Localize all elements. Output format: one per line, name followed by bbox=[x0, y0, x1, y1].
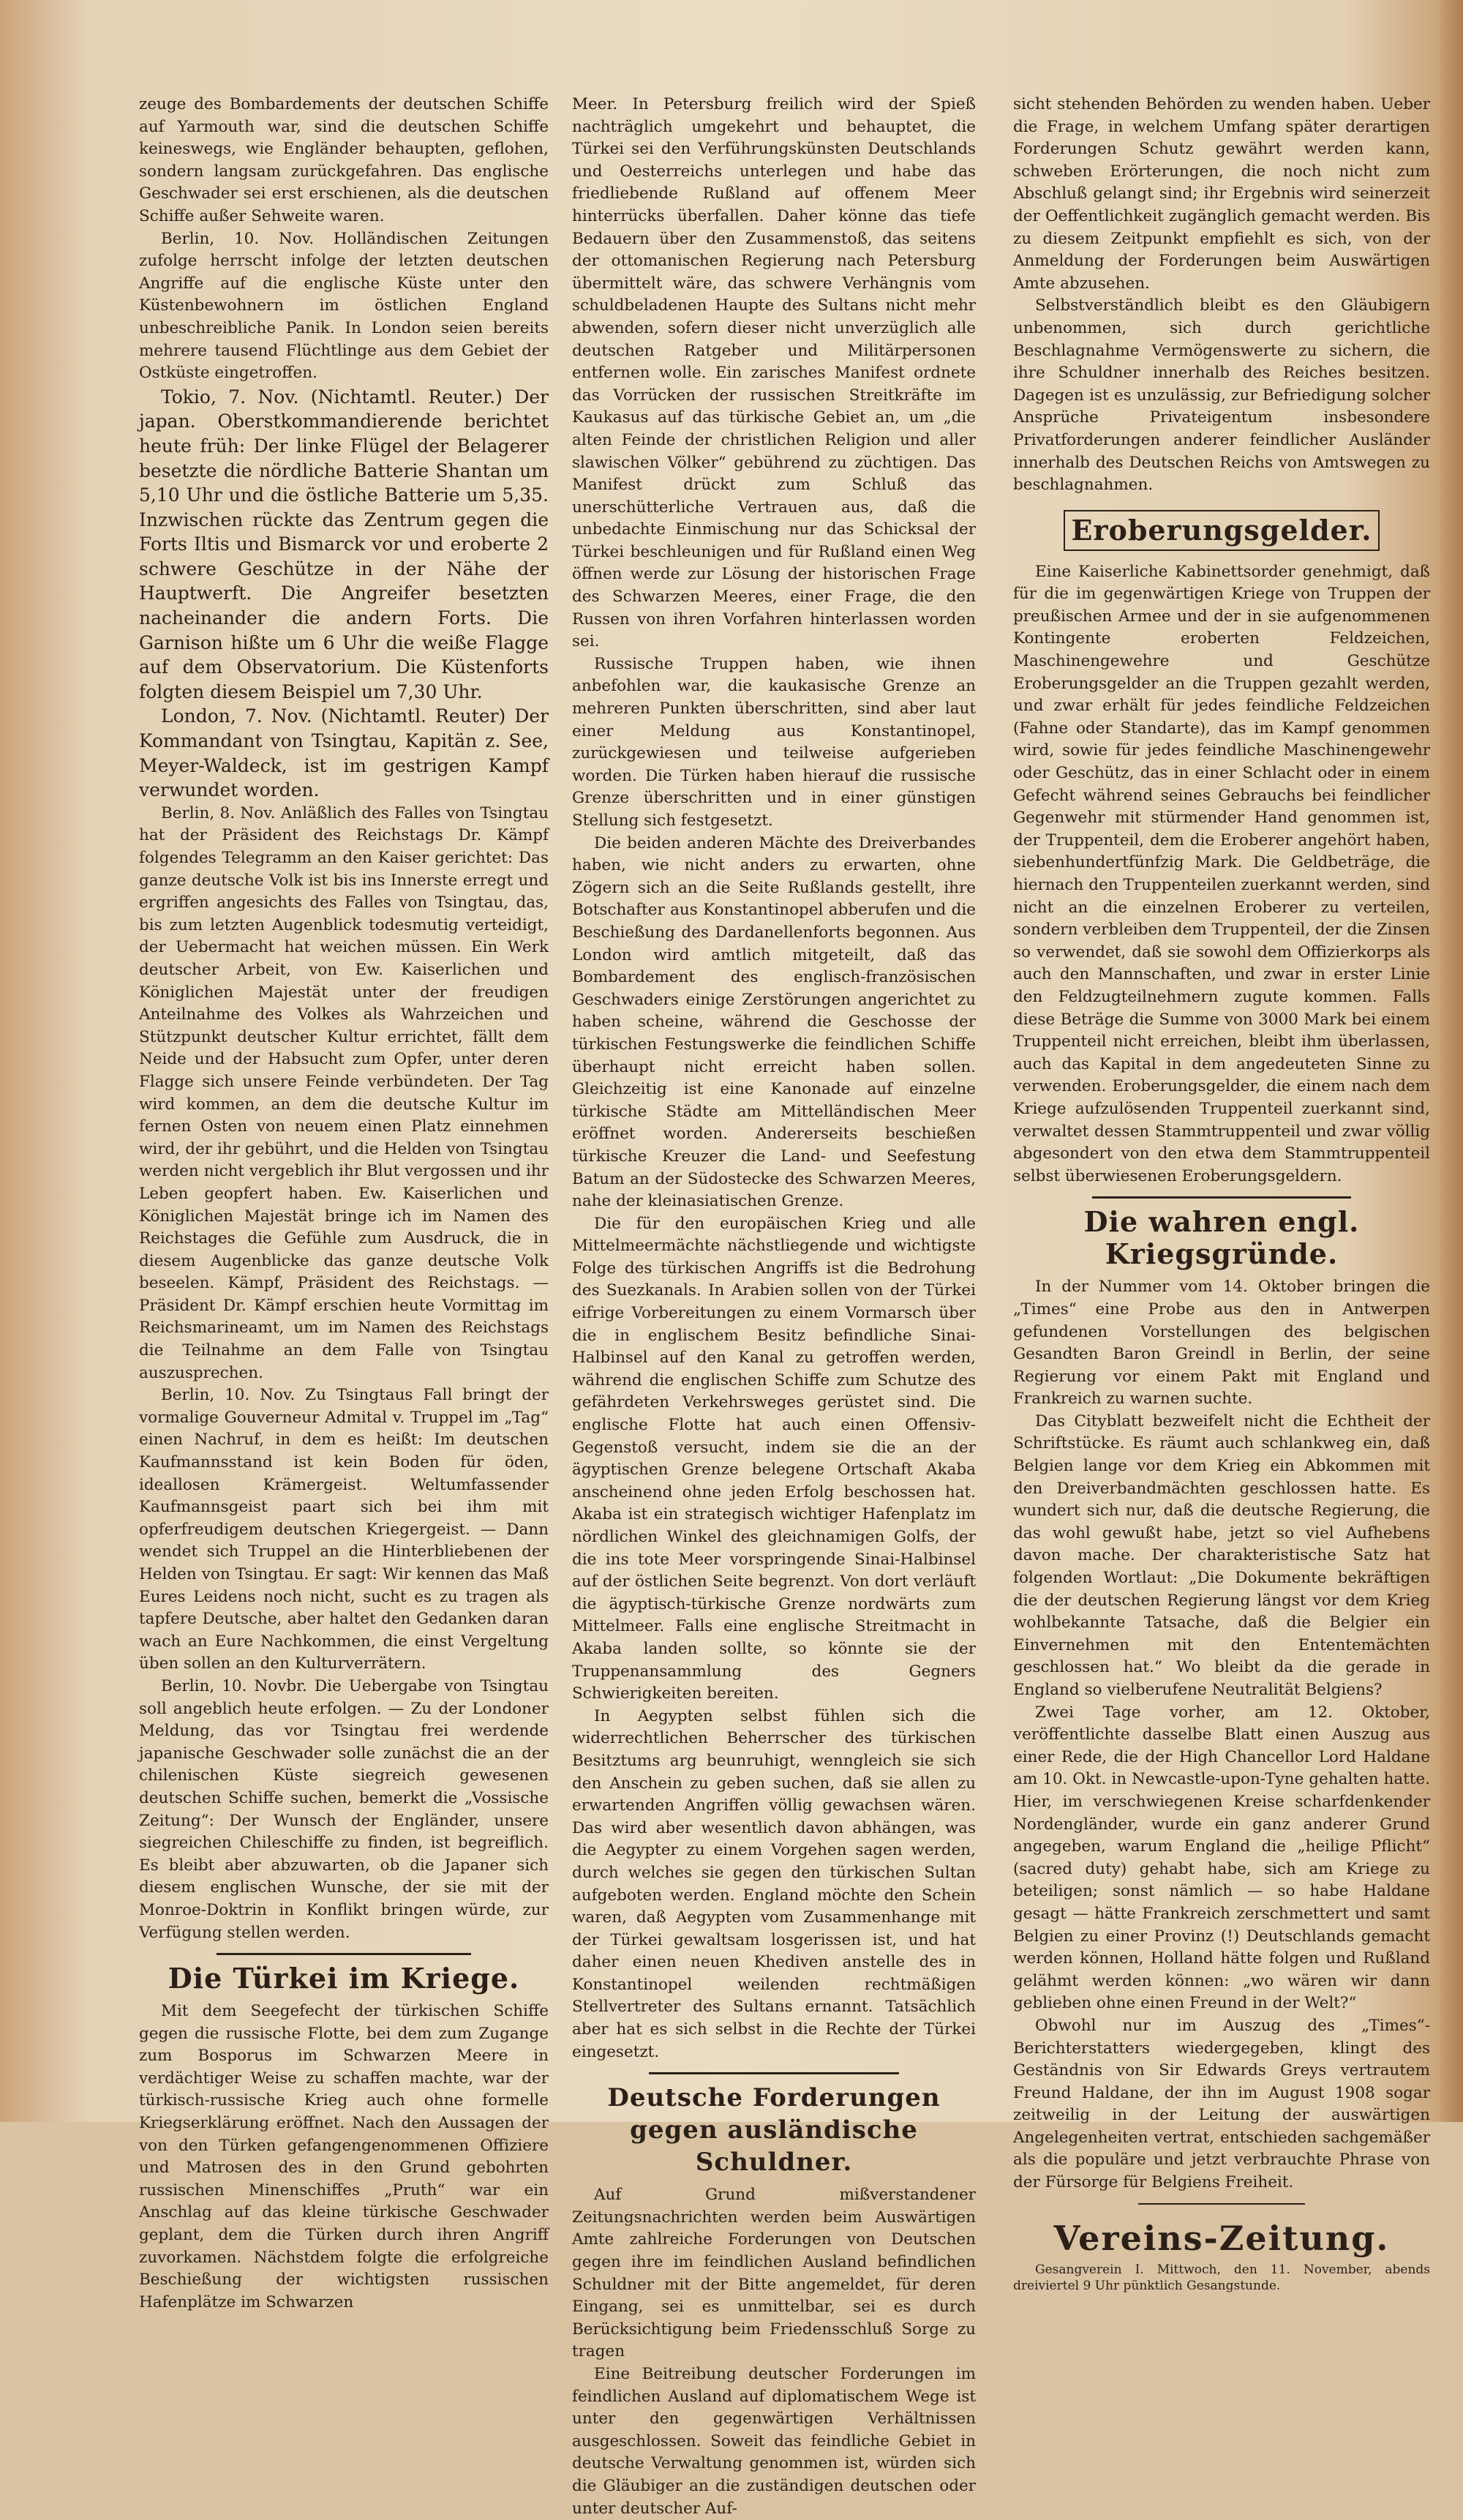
article-heading: Eroberungsgelder. bbox=[1064, 510, 1379, 551]
paragraph: Berlin, 10. Novbr. Die Uebergabe von Tsingtau soll angeblich heute erfolgen. — Zu der Londoner Meldung, das vor Tsingtau frei werdende japanische Geschwader solle zunächst die an der chilenischen Küste siegreich gewesenen deutschen Schiffe suchen, bemerkt die „Vossische Zeitung“: Der Wunsch der Engländer, unsere siegreichen Chileschiffe zu finden, ist begreiflich. Es bleibt aber abzuwarten, ob die Japaner sich diesem englischen Wunsche, der sie mit der Monroe-Doktrin in Konflikt bringen würde, zur Verfügung stellen werden. bbox=[139, 1676, 549, 1942]
paragraph: zeuge des Bombardements der deutschen Schiffe auf Yarmouth war, sind die deutschen Schiffe keineswegs, wie Engländer behaupten, geflohen, sondern langsam zurückgefahren. Das englische Geschwader sei erst erschienen, als die deutschen Schiffe außer Sehweite waren. bbox=[139, 95, 549, 225]
paragraph: Die beiden anderen Mächte des Dreiverbandes haben, wie nicht anders zu erwarten, ohne Zögern sich an die Seite Rußlands gestellt, ihre Botschafter aus Konstantinopel abberufen und die Beschießung des Dardanellenforts begonnen. Aus London wird amtlich mitgeteilt, daß das Bombardement des englisch-französischen Geschwaders einige Zerstörungen angerichtet zu haben scheine, während die Geschosse der türkischen Festungswerke die feindlichen Schiffe überhaupt nicht erreicht haben sollen. Gleichzeitig ist eine Kanonade auf einzelne türkische Städte am Mittelländischen Meer eröffnet worden. Andererseits beschießen türkische Kreuzer die Land- und Seefestung Batum an der Südostecke des Schwarzen Meeres, nahe der kleinasiatischen Grenze. bbox=[572, 833, 976, 1211]
paragraph: Zwei Tage vorher, am 12. Oktober, veröffentlichte dasselbe Blatt einen Auszug aus einer Rede, die der High Chancellor Lord Haldane am 10. Okt. in Newcastle-upon-Tyne gehalten hatte. Hier, im verschwiegenen Kreise scharfdenkender Nordengländer, wurde ein ganz anderer Grund angegeben, warum England die „heilige Pflicht“ (sacred duty) gehabt habe, sich am Kriege zu beteiligen; sonst nämlich — so habe Haldane gesagt — hätte Frankreich zerschmettert und samt Belgien zu einer Provinz (!) Deutschlands gemacht werden können, Holland hätte folgen und Rußland gelähmt werden können: „wo wären wir dann geblieben ohne einen Freund in der Welt?“ bbox=[1013, 1703, 1430, 2013]
paragraph: Auf Grund mißverstandener Zeitungsnachrichten werden beim Auswärtigen Amte zahlreiche Forderungen von Deutschen gegen ihre im feindlichen Ausland befindlichen Schuldner mit der Bitte angemeldet, für deren Eingang, sei es unmittelbar, sei es durch Berücksichtigung beim Friedensschluß Sorge zu tragen bbox=[572, 2186, 976, 2361]
heading-box-wrap bbox=[1013, 504, 1430, 557]
column-3 bbox=[1013, 94, 1430, 2294]
paragraph: Berlin, 8. Nov. Anläßlich des Falles von Tsingtau hat der Präsident des Reichstags Dr. Kämpf folgendes Telegramm an den Kaiser gerichtet: Das ganze deutsche Volk ist bis ins Innerste erregt und ergriffen angesichts des Falles von Tsingtau, das, bis zum letzten Augenblick todesmutig verteidigt, der Uebermacht hat weichen müssen. Ein Werk deutscher Arbeit, von Ew. Kaiserlichen und Königlichen Majestät unter der freudigen Anteilnahme des Volkes als Wahrzeichen und Stützpunkt deutscher Kultur errichtet, fällt dem Neide und der Habsucht zum Opfer, unter deren Flagge sich unsere Feinde verbündeten. Der Tag wird kommen, an dem die deutsche Kultur im fernen Osten von neuem einen Platz einnehmen wird, der ihr gebührt, und die Helden von Tsingtau werden nicht vergeblich ihr Blut vergossen und ihr Leben geopfert haben. Ew. Kaiserlichen und Königlichen Majestät bringe ich im Namen des Reichstages die Gefühle zum Ausdruck, die in diesem Augenblicke das ganze deutsche Volk beseelen. Kämpf, Präsident des Reichstags. — Präsident Dr. Kämpf erschien heute Vormittag im Reichsmarineamt, um im Namen des Reichstags die Teilnahme an dem Falle von Tsingtau auszusprechen. bbox=[139, 803, 549, 1382]
column-2 bbox=[572, 94, 976, 2520]
paragraph: Eine Beitreibung deutscher Forderungen im feindlichen Ausland auf diplomatischem Wege ist unter den gegenwärtigen Verhältnissen ausgeschlossen. Soweit das feindliche Gebiet in deutsche Verwaltung genommen ist, würden sich die Gläubiger an die zuständigen deutschen oder unter deutscher Auf- bbox=[572, 2365, 976, 2518]
paragraph: sicht stehenden Behörden zu wenden haben. Ueber die Frage, in welchem Umfang später derartigen Forderungen Schutz gewährt werden kann, schweben Erörterungen, die noch nicht zum Abschluß gelangt sind; ihr Ergebnis wird seinerzeit der Oeffentlichkeit zugänglich gemacht werden. Bis zu diesem Zeitpunkt empfiehlt es sich, von der Anmeldung der Forderungen beim Auswärtigen Amte abzusehen. bbox=[1013, 95, 1430, 293]
paragraph: Berlin, 10. Nov. Zu Tsingtaus Fall bringt der vormalige Gouverneur Admital v. Truppel im „Tag“ einen Nachruf, in dem es heißt: Im deutschen Kaufmannsstand ist kein Boden für öden, ideallosen Krämergeist. Weltumfassender Kaufmannsgeist paart sich bei ihm mit opferfreudigem deutschen Kriegergeist. — Dann wendet sich Truppel an die Hinterbliebenen der Helden von Tsingtau. Er sagt: Wir kennen das Maß Eures Leidens noch nicht, sucht es zu tragen als tapfere Deutsche, aber haltet den Gedanken daran wach an Eure Nachkommen, die einst Vergeltung üben sollen an den Kulturverrätern. bbox=[139, 1386, 549, 1673]
paragraph: Mit dem Seegefecht der türkischen Schiffe gegen die russische Flotte, bei dem zum Zugange zum Bosporus im Schwarzen Meere in verdächtiger Weise zu schaffen machte, war der türkisch-russische Krieg auch ohne formelle Kriegserklärung eröffnet. Nach den Aussagen der von den Türken gefangengenommenen Offiziere und Matrosen des in den Grund gebohrten russischen Minenschiffes „Pruth“ war ein Anschlag auf das kleine türkische Geschwader geplant, dem die Türken durch ihren Angriff zuvorkamen. Nächstdem folgte die erfolgreiche Beschießung der wichtigsten russischen Hafenplätze im Schwarzen bbox=[139, 2002, 549, 2311]
divider bbox=[1092, 1196, 1350, 1199]
article-heading: Die wahren engl. Kriegsgründe. bbox=[1083, 1205, 1360, 1271]
section-title: Vereins-Zeitung. bbox=[1053, 2218, 1390, 2258]
divider bbox=[1138, 2203, 1305, 2205]
paragraph: Obwohl nur im Auszug des „Times“-Berichterstatters wiedergegeben, klingt des Geständnis von Sir Edwards Greys vertrautem Freund Haldane, der ihn im August 1908 sogar zeitweilig in der Leitung der auswärtigen Angelegenheiten vertrat, entschieden sachgemäßer als die populäre und jetzt verbrauchte Phrase von der Fürsorge für Belgiens Freiheit. bbox=[1013, 2016, 1430, 2192]
paragraph: Eine Kaiserliche Kabinettsorder genehmigt, daß für die im gegenwärtigen Kriege von Truppen der preußischen Armee und der in sie aufgenommenen Kontingente eroberten Feldzeichen, Maschinengewehre und Geschütze Eroberungsgelder an die Truppen gezahlt werden, und zwar erhält für jedes feindliche Feldzeichen (Fahne oder Standarte), das im Kampf genommen wird, sowie für jedes feindliche Maschinengewehr oder Geschütz, das in einer Schlacht oder in einem Gefecht während seines Gebrauchs bei feindlicher Gegenwehr mit stürmender Hand genommen ist, der Truppenteil, dem die Eroberer angehört haben, siebenhundertfünfzig Mark. Die Geldbeträge, die hiernach den Truppenteilen zuerkannt werden, sind nicht an die einzelnen Eroberer zu verteilen, sondern verbleiben dem Truppenteil, der die Zinsen so verwendet, daß sie sowohl dem Offizierkorps als auch den Mannschaften, und zwar in erster Linie den Feldzugteilnehmern zugute kommen. Falls diese Beträge die Summe von 3000 Mark bei einem Truppenteil nicht erreichen, bleibt ihm überlassen, auch das Kapital in dem angedeuteten Sinne zu verwenden. Eroberungsgelder, die einem nach dem Kriege aufzulösenden Truppenteil zuerkannt sind, verwaltet dessen Stammtruppenteil und zwar völlig abgesondert von den etwa dem Stammtruppenteil selbst überwiesenen Eroberungsgeldern. bbox=[1013, 562, 1430, 1185]
paragraph: Berlin, 10. Nov. Holländischen Zeitungen zufolge herrscht infolge der letzten deutschen Angriffe auf die englische Küste unter den Küstenbewohnern im östlichen England unbeschreibliche Panik. In London seien bereits mehrere tausend Flüchtlinge aus dem Gebiet der Ostküste eingetroffen. bbox=[139, 229, 549, 383]
notice-text: Gesangverein I. Mittwoch, den 11. November, abends dreiviertel 9 Uhr pünktlich Gesangstunde. bbox=[1013, 2262, 1430, 2293]
divider bbox=[649, 2072, 899, 2074]
paragraph: Meer. In Petersburg freilich wird der Spieß nachträglich umgekehrt und behauptet, die Türkei sei den Verführungskünsten Deutschlands und Oesterreichs unterlegen und habe das friedliebende Rußland auf offenem Meer hinterrücks überfallen. Daher könne das tiefe Bedauern über den Zusammenstoß, das seitens der ottomanischen Regierung nach Petersburg übermittelt wäre, das schwere Verhängnis vom schuldbeladenen Haupte des Sultans nicht mehr abwenden, sofern dieser nicht unverzüglich alle deutschen Ratgeber und Militärpersonen entfernen wolle. Ein zarisches Manifest ordnete das Vorrücken der russischen Streitkräfte im Kaukasus auf das türkische Gebiet an, um „die alten Feinde der christlichen Religion und aller slawischen Völker“ gebührend zu züchtigen. Das Manifest drückt zum Schluß das unerschütterliche Vertrauen aus, daß die unbedachte Einmischung nur das Schicksal der Türkei beschleunigen und für Rußland einen Weg öffnen werde zur Lösung der historischen Frage des Schwarzen Meeres, einer Frage, die den Russen von ihren Vorfahren hinterlassen worden sei. bbox=[572, 95, 976, 651]
paragraph: In Aegypten selbst fühlen sich die widerrechtlichen Beherrscher des türkischen Besitztums arg beunruhigt, wenngleich sie sich den Anschein zu geben suchen, daß sie allen zu erwartenden Angriffen völlig gewachsen wären. Das wird aber wesentlich davon abhängen, was die Aegypter zu einem Vorgehen sagen werden, durch welches sie gegen den türkischen Sultan aufgeboten werden. England möchte den Schein waren, daß Aegypten vom Zusammenhange mit der Türkei gewaltsam losgerissen ist, und hat daher einen neuen Khediven anstelle des in Konstantinopel weilenden rechtmäßigen Stellvertreter des Sultans ernannt. Tatsächlich aber hat es sich selbst in die Rechte der Türkei eingesetzt. bbox=[572, 1706, 976, 2061]
article-heading: Die Türkei im Kriege. bbox=[168, 1962, 520, 1995]
paragraph: Das Cityblatt bezweifelt nicht die Echtheit der Schriftstücke. Es räumt auch schlankweg ein, daß Belgien lange vor dem Krieg ein Abkommen mit den Dreiverbandmächten geschlossen hatte. Es wundert sich nur, daß die deutsche Regierung, die das wohl gewußt habe, jetzt so viel Aufhebens davon mache. Der charakteristische Satz hat folgenden Wortlaut: „Die Dokumente bekräftigen die der deutschen Regierung längst vor dem Krieg wohlbekannte Tatsache, daß die Belgier ein Einvernehmen mit den Ententemächten geschlossen hat.“ Wo bleibt da die gerade in England so vielberufene Neutralität Belgiens? bbox=[1013, 1411, 1430, 1699]
page-edge-shadow bbox=[1437, 0, 1463, 2122]
paragraph: London, 7. Nov. (Nichtamtl. Reuter) Der Kommandant von Tsingtau, Kapitän z. See, Meyer-Waldeck, ist im gestrigen Kampf verwundet worden. bbox=[139, 705, 549, 801]
paragraph: Die für den europäischen Krieg und alle Mittelmeermächte nächstliegende und wichtigste Folge des türkischen Angriffs ist die Bedrohung des Suezkanals. In Arabien sollen von der Türkei eifrige Vorbereitungen zu einem Vormarsch über die in englischem Besitz befindliche Sinai-Halbinsel auf den Kanal zu getroffen werden, während die englischen Schiffe zum Schutze des gefährdeten Verkehrsweges gerüstet sind. Die englische Flotte hat auch einen Offensiv-Gegenstoß versucht, indem sie die an der ägyptischen Grenze belegene Ortschaft Akaba anscheinend ohne jeden Erfolg beschossen hat. Akaba ist ein strategisch wichtiger Hafenplatz im nördlichen Winkel des gleichnamigen Golfs, der die ins tote Meer vorspringende Sinai-Halbinsel auf der östlichen Seite begrenzt. Von dort verläuft die ägyptisch-türkische Grenze nordwärts zum Mittelmeer. Falls eine englische Streitmacht in Akaba landen sollte, so könnte sie der Truppenansammlung des Gegners Schwierigkeiten bereiten. bbox=[572, 1214, 976, 1703]
divider bbox=[217, 1953, 470, 1955]
paragraph: Russische Truppen haben, wie ihnen anbefohlen war, die kaukasische Grenze an mehreren Punkten überschritten, sind aber laut einer Meldung aus Konstantinopel, zurückgewiesen und teilweise aufgerieben worden. Die Türken haben hierauf die russische Grenze überschritten und in einer günstigen Stellung sich festgesetzt. bbox=[572, 654, 976, 830]
paragraph: Tokio, 7. Nov. (Nichtamtl. Reuter.) Der japan. Oberstkommandierende berichtet heute früh: Der linke Flügel der Belagerer besetzte die nördliche Batterie Shantan um 5,10 Uhr und die östliche Batterie um 5,35. Inzwischen rückte das Zentrum gegen die Forts Iltis und Bismarck vor und eroberte 2 schwere Geschütze in der Nähe der Hauptwerft. Die Angreifer besetzten nacheinander die andern Forts. Die Garnison hißte um 6 Uhr die weiße Flagge auf dem Observatorium. Die Küstenforts folgten diesem Beispiel um 7,30 Uhr. bbox=[139, 386, 549, 702]
column-1 bbox=[139, 94, 549, 2314]
paragraph: Selbstverständlich bleibt es den Gläubigern unbenommen, sich durch gerichtliche Beschlagnahme Vermögenswerte zu sichern, die ihre Schuldner innerhalb des Reiches besitzen. Dagegen ist es unzulässig, zur Befriedigung solcher Ansprüche Privateigentum insbesondere Privatforderungen anderer feindlicher Ausländer innerhalb des Deutschen Reichs von Amtswegen zu beschlagnahmen. bbox=[1013, 296, 1430, 495]
article-heading: Deutsche Forderungen gegen ausländische Schuldner. bbox=[607, 2083, 941, 2178]
paragraph: In der Nummer vom 14. Oktober bringen die „Times“ eine Probe aus den in Antwerpen gefundenen Vorstellungen des belgischen Gesandten Baron Greindl in Berlin, der seine Regierung vor einem Pakt mit England und Frankreich zu warnen suchte. bbox=[1013, 1278, 1430, 1409]
